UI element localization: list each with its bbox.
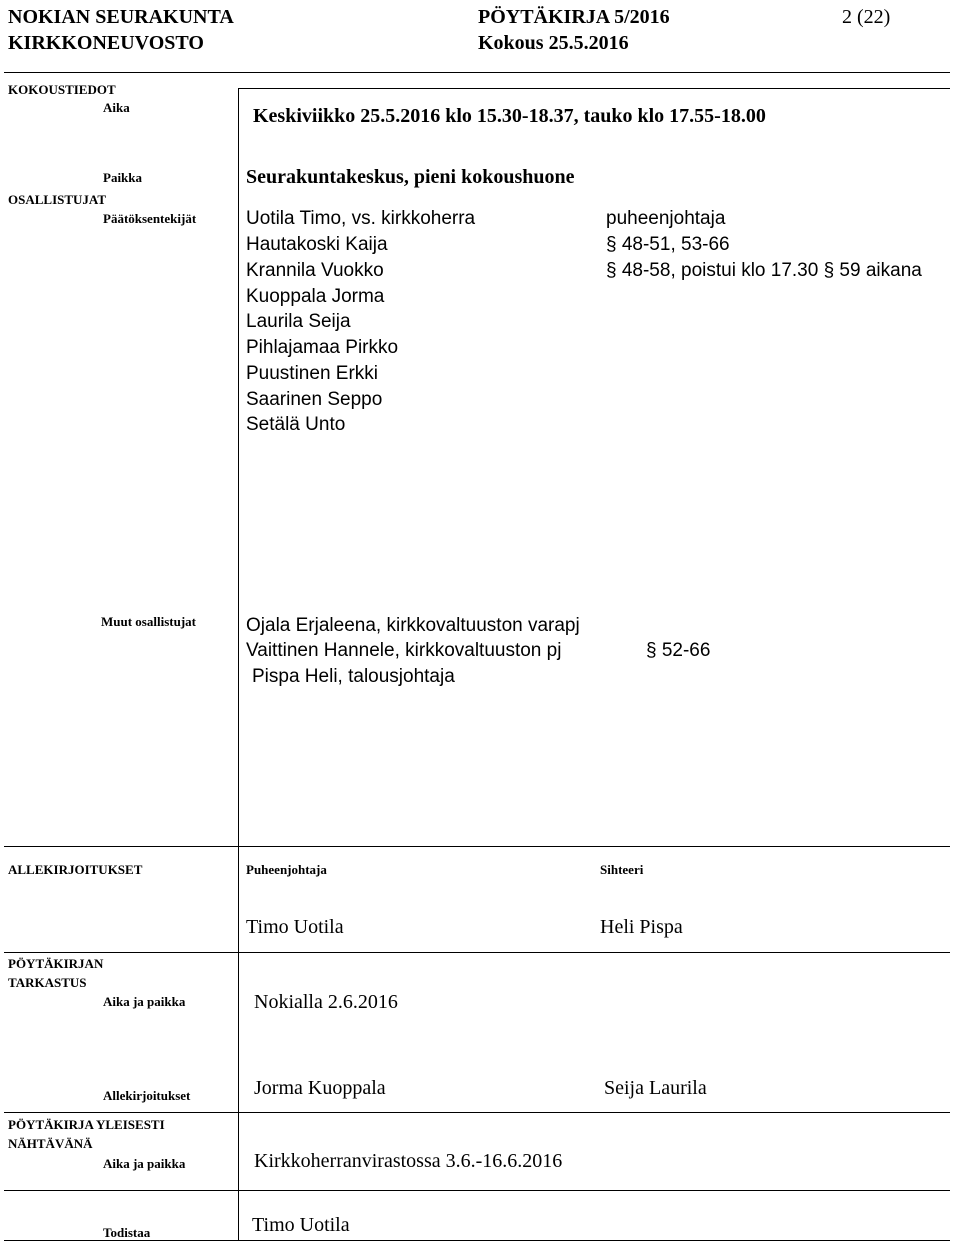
sihteeri-label: Sihteeri — [600, 862, 644, 877]
osallistujat-heading: OSALLISTUJAT — [8, 192, 107, 207]
nahtavana-heading-2: NÄHTÄVÄNÄ — [8, 1136, 93, 1151]
tarkastus-aika-label: Aika ja paikka — [103, 994, 186, 1009]
puheenjohtaja-name: Timo Uotila — [246, 916, 344, 938]
tarkastaja-name: Seija Laurila — [604, 1077, 707, 1099]
nahtavana-aika-value: Kirkkoherranvirastossa 3.6.-16.6.2016 — [254, 1150, 563, 1172]
tarkastus-aika-value: Nokialla 2.6.2016 — [254, 991, 398, 1013]
member-note: § 48-51, 53-66 — [606, 234, 730, 255]
puheenjohtaja-label: Puheenjohtaja — [246, 862, 327, 877]
member-name: Saarinen Seppo — [246, 389, 383, 410]
org-name: NOKIAN SEURAKUNTA — [8, 6, 234, 28]
nahtavana-aika-label: Aika ja paikka — [103, 1156, 186, 1171]
allekirjoitukset-heading: ALLEKIRJOITUKSET — [8, 862, 143, 877]
signatures-top-border — [4, 846, 950, 847]
member-name: Pihlajamaa Pirkko — [246, 337, 399, 358]
sihteeri-name: Heli Pispa — [600, 916, 683, 938]
member-name: Laurila Seija — [246, 311, 351, 332]
header-rule — [4, 72, 950, 73]
other-participant: Pispa Heli, talousjohtaja — [252, 666, 455, 687]
tarkastaja-name: Jorma Kuoppala — [254, 1077, 386, 1099]
paikka-value: Seurakuntakeskus, pieni kokoushuone — [246, 166, 575, 188]
column-divider — [238, 88, 239, 1240]
document-title: PÖYTÄKIRJA 5/2016 — [478, 6, 670, 28]
nahtavana-top-border — [4, 1112, 950, 1113]
member-name: Setälä Unto — [246, 414, 346, 435]
other-participant: Ojala Erjaleena, kirkkovaltuuston varapj — [246, 615, 580, 636]
body-name: KIRKKONEUVOSTO — [8, 32, 204, 54]
member-note: puheenjohtaja — [606, 208, 726, 229]
todistaja-name: Timo Uotila — [252, 1214, 350, 1236]
member-name: Kuoppala Jorma — [246, 286, 385, 307]
top-border — [238, 88, 950, 89]
paatoksentekijat-label: Päätöksentekijät — [103, 211, 197, 226]
other-participant-note: § 52-66 — [646, 640, 711, 661]
tarkastus-heading-2: TARKASTUS — [8, 975, 87, 990]
todistaa-top-border — [4, 1190, 950, 1191]
allekirjoitukset-label: Allekirjoitukset — [103, 1088, 191, 1103]
member-name: Hautakoski Kaija — [246, 234, 388, 255]
member-note: § 48-58, poistui klo 17.30 § 59 aikana — [606, 260, 922, 281]
muut-osallistujat-label: Muut osallistujat — [101, 614, 196, 629]
nahtavana-heading-1: PÖYTÄKIRJA YLEISESTI — [8, 1117, 165, 1132]
todistaa-label: Todistaa — [103, 1225, 151, 1240]
tarkastus-top-border — [4, 952, 950, 953]
other-participant: Vaittinen Hannele, kirkkovaltuuston pj — [246, 640, 562, 661]
tarkastus-heading-1: PÖYTÄKIRJAN — [8, 956, 104, 971]
page-number: 2 (22) — [842, 6, 891, 28]
paikka-label: Paikka — [103, 170, 143, 185]
aika-value: Keskiviikko 25.5.2016 klo 15.30-18.37, tauko klo 17.55-18.00 — [253, 105, 766, 127]
member-name: Puustinen Erkki — [246, 363, 379, 384]
member-name: Krannila Vuokko — [246, 260, 384, 281]
aika-label: Aika — [103, 100, 130, 115]
member-name: Uotila Timo, vs. kirkkoherra — [246, 208, 476, 229]
kokoustiedot-heading: KOKOUSTIEDOT — [8, 82, 116, 97]
bottom-border — [4, 1240, 950, 1241]
meeting-date: Kokous 25.5.2016 — [478, 32, 629, 54]
